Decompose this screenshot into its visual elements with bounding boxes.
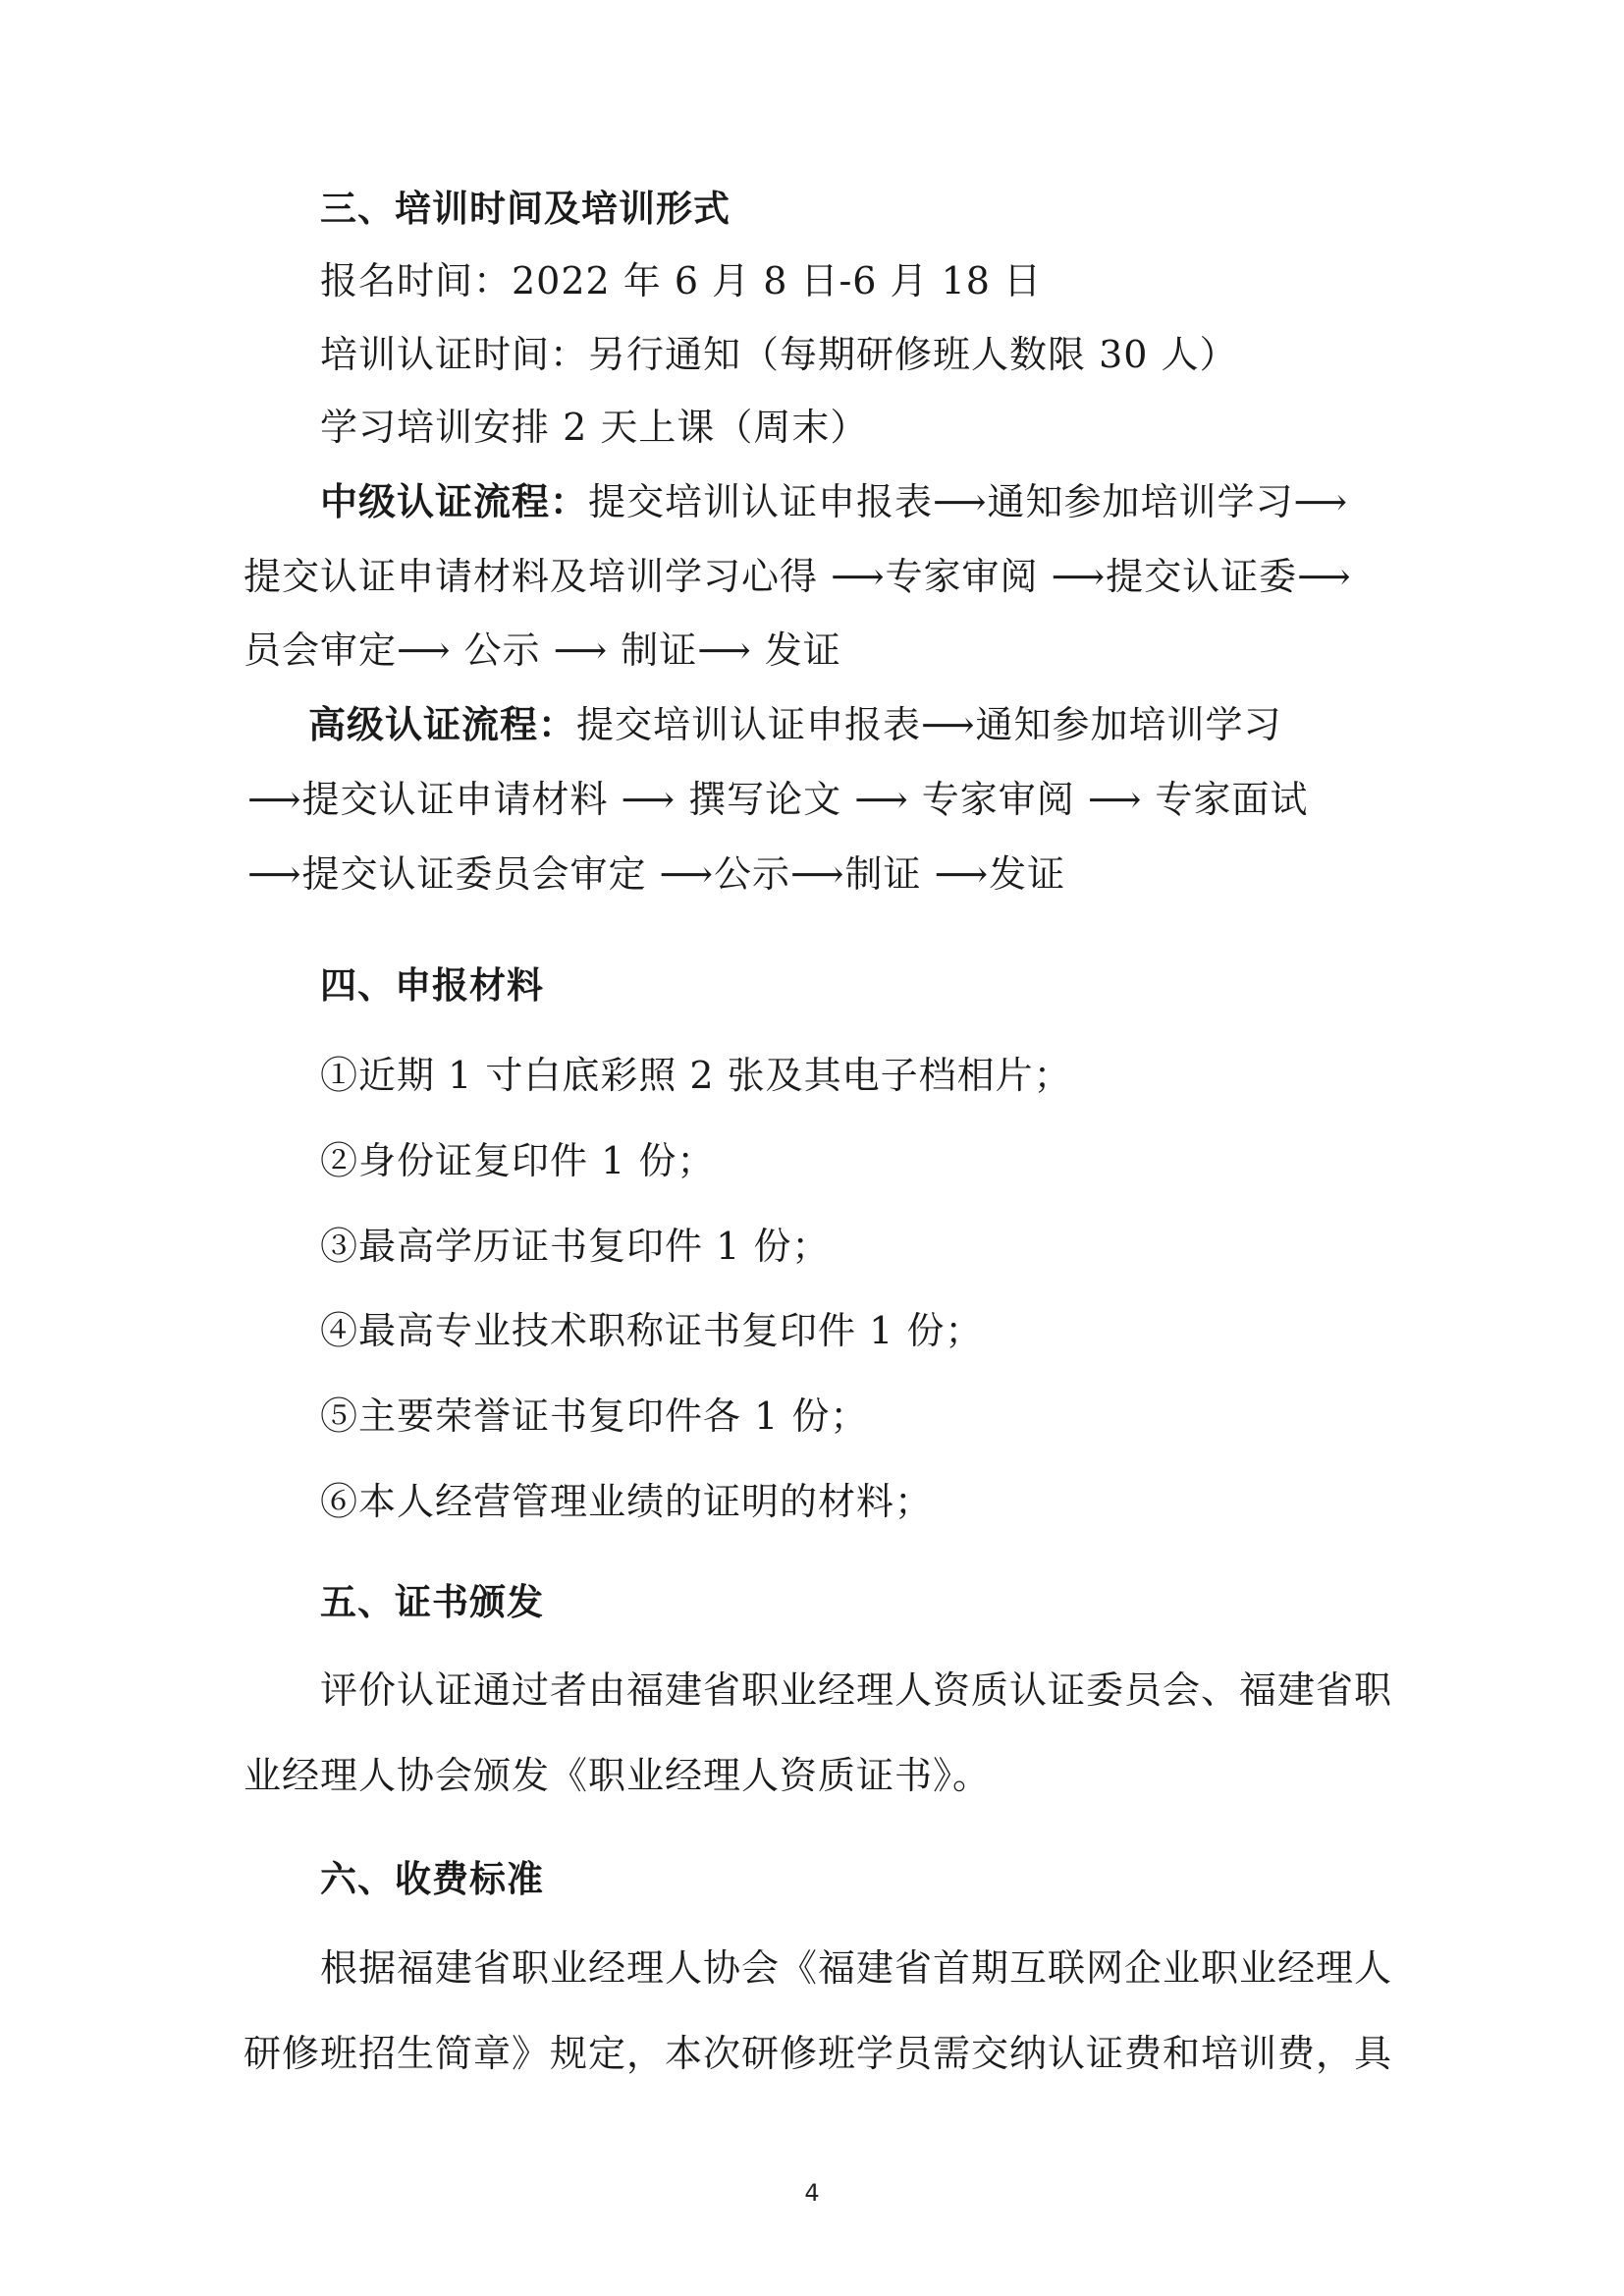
advanced-flow-line-1 xyxy=(308,701,1282,748)
section-5-heading: 五、证书颁发 xyxy=(320,1581,544,1623)
material-item: ⑥本人经营管理业绩的证明的材料； xyxy=(320,1480,934,1523)
registration-time: 报名时间：2022 年 6 月 8 日-6 月 18 日 xyxy=(320,259,1043,302)
section-6-heading: 六、收费标准 xyxy=(320,1858,544,1900)
material-item: ②身份证复印件 1 份； xyxy=(320,1139,716,1182)
intermediate-flow-line-2: 提交认证申请材料及培训学习心得 ⟶专家审阅 ⟶提交认证委⟶ xyxy=(244,555,1352,598)
fee-text-line-1: 根据福建省职业经理人协会《福建省首期互联网企业职业经理人 xyxy=(320,1946,1393,1990)
advanced-flow-line-2: ⟶提交认证申请材料 ⟶ 撰写论文 ⟶ 专家审阅 ⟶ 专家面试 xyxy=(247,778,1309,821)
advanced-flow-steps-1: 提交培训认证申报表⟶通知参加培训学习 xyxy=(576,703,1282,746)
section-4-heading: 四、申报材料 xyxy=(320,964,544,1007)
section-3-heading: 三、培训时间及培训形式 xyxy=(320,188,731,230)
material-item: ①近期 1 寸白底彩照 2 张及其电子档相片； xyxy=(320,1054,1072,1097)
fee-text-line-2: 研修班招生简章》规定，本次研修班学员需交纳认证费和培训费，具 xyxy=(244,2032,1393,2075)
training-schedule: 学习培训安排 2 天上课（周末） xyxy=(320,406,869,449)
advanced-flow-line-3: ⟶提交认证委员会审定 ⟶公示⟶制证 ⟶发证 xyxy=(247,852,1066,896)
intermediate-flow-label: 中级认证流程： xyxy=(320,480,589,523)
intermediate-flow-line-3: 员会审定⟶ 公示 ⟶ 制证⟶ 发证 xyxy=(244,629,841,672)
material-item: ③最高学历证书复印件 1 份； xyxy=(320,1225,831,1268)
page-number: 4 xyxy=(804,2179,820,2207)
material-item: ⑤主要荣誉证书复印件各 1 份； xyxy=(320,1394,869,1438)
certificate-text-line-2: 业经理人协会颁发《职业经理人资质证书》。 xyxy=(244,1754,992,1797)
intermediate-flow-line-1 xyxy=(320,478,1348,525)
intermediate-flow-steps-1: 提交培训认证申报表⟶通知参加培训学习⟶ xyxy=(588,480,1348,523)
material-item: ④最高专业技术职称证书复印件 1 份； xyxy=(320,1309,984,1352)
certificate-text-line-1: 评价认证通过者由福建省职业经理人资质认证委员会、福建省职 xyxy=(320,1668,1393,1712)
advanced-flow-label: 高级认证流程： xyxy=(308,703,577,746)
training-time: 培训认证时间：另行通知（每期研修班人数限 30 人） xyxy=(320,333,1238,376)
